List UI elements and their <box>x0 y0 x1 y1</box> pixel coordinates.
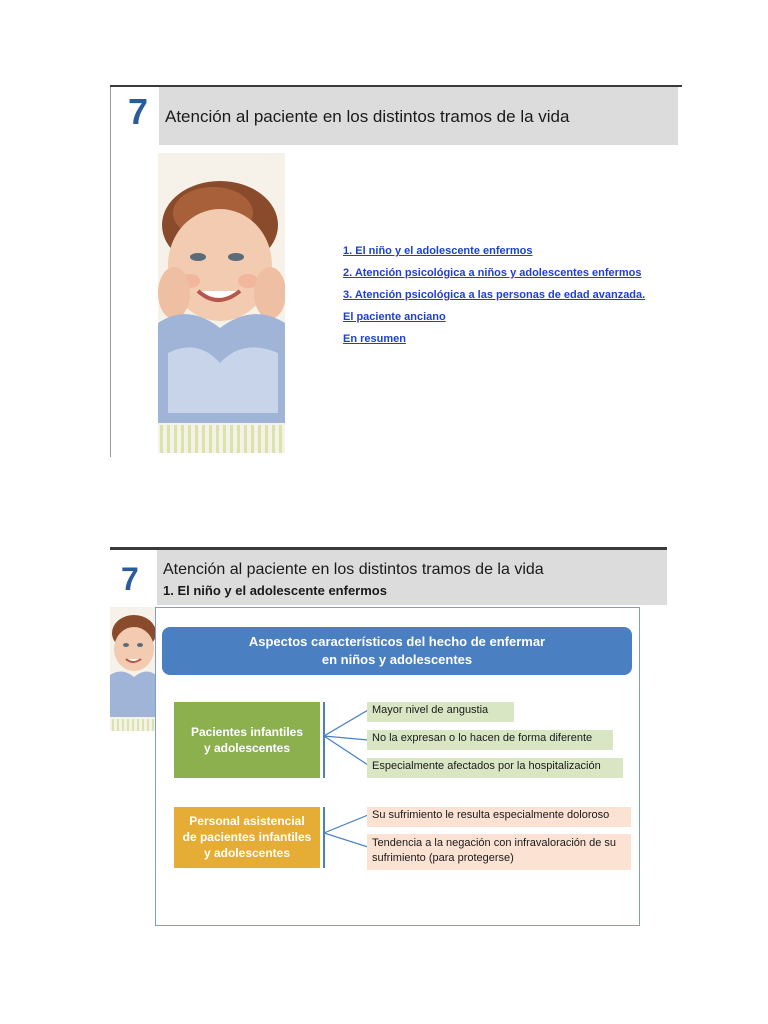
unit-number: 7 <box>121 561 139 597</box>
slide-left-rule <box>110 87 111 457</box>
trait-item: Especialmente afectados por la hospitalización <box>367 758 623 778</box>
slide-subtitle: 1. El niño y el adolescente enfermos <box>163 583 387 598</box>
connector-lines <box>324 708 368 768</box>
trait-item: No la expresan o lo hacen de forma diferente <box>367 730 613 750</box>
connector-lines <box>324 813 368 853</box>
group-label-line: y adolescentes <box>203 846 291 860</box>
diagram-heading <box>162 627 632 675</box>
link-section-1[interactable]: 1. El niño y el adolescente enfermos <box>343 245 533 257</box>
slide-2 <box>110 547 667 933</box>
group-label-line: de pacientes infantiles <box>182 830 312 844</box>
group-label-line: Pacientes infantiles <box>190 725 304 739</box>
contents-link-list <box>343 245 663 355</box>
slide-title: Atención al paciente en los distintos tramos de la vida <box>163 561 544 578</box>
trait-item: Mayor nivel de angustia <box>367 702 514 722</box>
trait-item: Su sufrimiento le resulta especialmente doloroso <box>367 807 631 827</box>
trait-item-line: Tendencia a la negación con infravaloración de su <box>372 837 616 849</box>
slide-title: Atención al paciente en los distintos tramos de la vida <box>165 107 570 126</box>
group-label-line: Personal asistencial <box>189 814 305 828</box>
diagram-heading-line-1: Aspectos característicos del hecho de enfermar <box>248 634 546 649</box>
link-section-3[interactable]: 3. Atención psicológica a las personas de edad avanzada. <box>343 289 646 301</box>
group-care-staff <box>174 807 320 868</box>
trait-item <box>367 834 631 870</box>
title-bar <box>157 550 667 605</box>
slide-1 <box>110 85 682 457</box>
link-section-3-continued[interactable]: El paciente anciano <box>343 311 446 323</box>
link-section-2[interactable]: 2. Atención psicológica a niños y adolescentes enfermos <box>343 267 642 279</box>
diagram-heading-line-2: en niños y adolescentes <box>321 652 473 667</box>
diagram-frame <box>155 607 640 926</box>
child-portrait-image <box>158 153 285 453</box>
title-bar <box>159 87 678 145</box>
link-summary[interactable]: En resumen <box>343 333 406 345</box>
unit-number: 7 <box>128 91 149 132</box>
group-children-patients <box>174 702 320 778</box>
child-portrait-thumbnail <box>110 607 156 731</box>
group-label-line: y adolescentes <box>203 741 291 755</box>
trait-item-line: sufrimiento (para protegerse) <box>372 852 514 864</box>
